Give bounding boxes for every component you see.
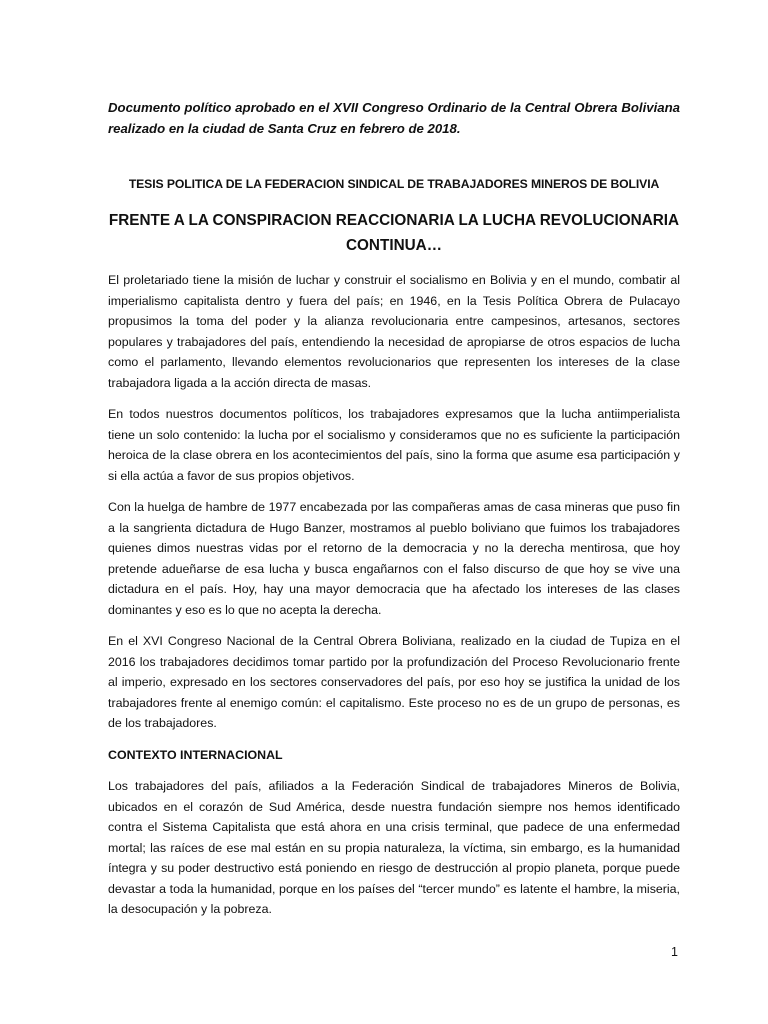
document-title: FRENTE A LA CONSPIRACION REACCIONARIA LA LUCHA REVOLUCIONARIA CONTINUA… <box>108 212 680 254</box>
body-paragraph: Con la huelga de hambre de 1977 encabezada por las compañeras amas de casa mineras que puso fin a la sangrienta dictadura de Hugo Banzer, mostramos al pueblo boliviano que fuimos los trabajadores quienes dimos nuestras vidas por el retorno de la democracia y no la derecha mentirosa, que hoy pretende adueñarse de esa lucha y busca engañarnos con el falso discurso de que hoy se vive una dictadura en el país. Hoy, hay una mayor democracia que ha afectado los intereses de las clases dominantes y eso es lo que no acepta la derecha. <box>108 500 680 617</box>
intro-note: Documento político aprobado en el XVII Congreso Ordinario de la Central Obrera Boliviana realizado en la ciudad de Santa Cruz en febrero de 2018. <box>108 100 680 136</box>
page-number: 1 <box>671 945 678 959</box>
document-body <box>108 270 680 931</box>
section-paragraph: Los trabajadores del país, afiliados a la Federación Sindical de trabajadores Mineros de Bolivia, ubicados en el corazón de Sud América, desde nuestra fundación siempre nos hemos identificado contra el Sistema Capitalista que está ahora en una crisis terminal, que padece de una enfermedad mortal; las raíces de ese mal están en su propia naturaleza, la víctima, sin embargo, es la humanidad íntegra y su poder destructivo está poniendo en riesgo de destrucción al propio planeta, porque puede devastar a toda la humanidad, porque en los países del “tercer mundo” es latente el hambre, la miseria, la desocupación y la pobreza. <box>108 779 680 916</box>
body-paragraph: En todos nuestros documentos políticos, los trabajadores expresamos que la lucha antiimperialista tiene un solo contenido: la lucha por el socialismo y consideramos que no es suficiente la participación heroica de la clase obrera en los acontecimientos del país, sino la forma que asume esa participación y si ella actúa a favor de sus propios objetivos. <box>108 407 680 483</box>
section-heading: CONTEXTO INTERNACIONAL <box>108 747 283 762</box>
body-paragraph: En el XVI Congreso Nacional de la Central Obrera Boliviana, realizado en la ciudad de Tupiza en el 2016 los trabajadores decidimos tomar partido por la profundización del Proceso Revolucionario frente al imperio, expresado en los sectores conservadores del país, por eso hoy se justifica la unidad de los trabajadores frente al enemigo común: el capitalismo. Este proceso no es de un grupo de personas, es de los trabajadores. <box>108 634 680 730</box>
body-paragraph: El proletariado tiene la misión de luchar y construir el socialismo en Bolivia y en el mundo, combatir al imperialismo capitalista dentro y fuera del país; en 1946, en la Tesis Política Obrera de Pulacayo propusimos la toma del poder y la alianza revolucionaria entre campesinos, artesanos, sectores populares y trabajadores del país, entendiendo la necesidad de apropiarse de otros espacios de lucha como el parlamento, llevando elementos revolucionarios que representen los intereses de la clase trabajadora ligada a la acción directa de masas. <box>108 273 680 390</box>
document-subtitle: TESIS POLITICA DE LA FEDERACION SINDICAL DE TRABAJADORES MINEROS DE BOLIVIA <box>128 177 660 191</box>
